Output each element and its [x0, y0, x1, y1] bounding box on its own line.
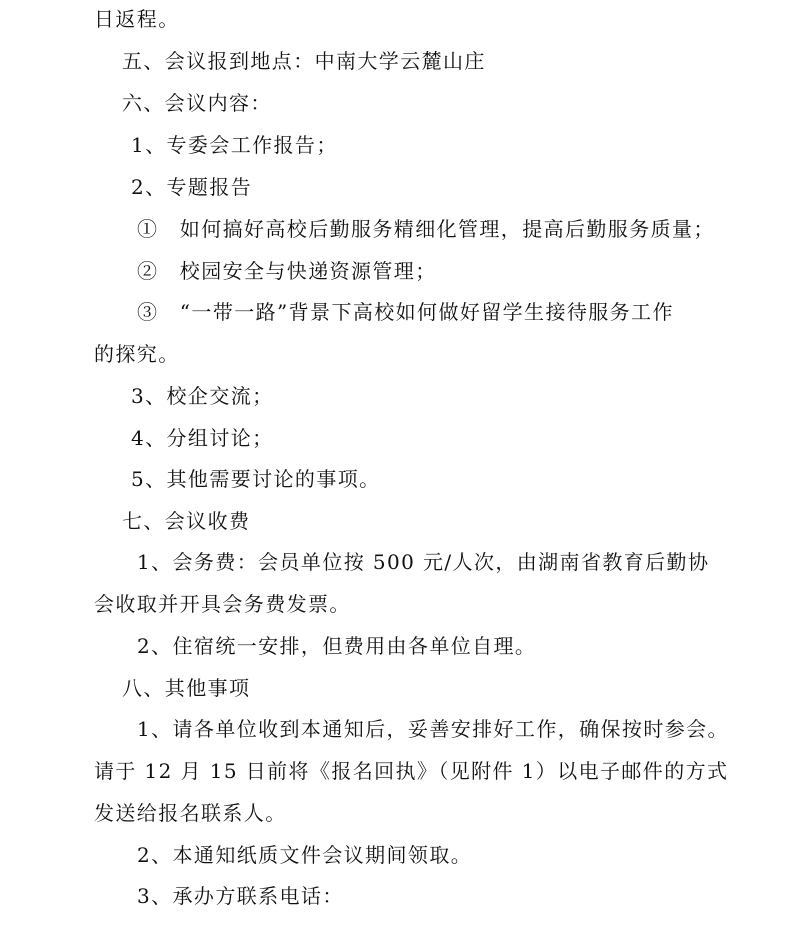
list-item-attendance-notice: 1、请各单位收到本通知后，妥善安排好工作，确保按时参会。 [137, 717, 729, 741]
list-item-paper-documents: 2、本通知纸质文件会议期间领取。 [137, 843, 473, 867]
sub-item-campus-safety: ② 校园安全与快递资源管理； [137, 259, 437, 283]
text-line-fee-invoice: 会收取并开具会务费发票。 [94, 592, 351, 616]
list-item-accommodation: 2、住宿统一安排，但费用由各单位自理。 [137, 634, 537, 658]
list-item-committee-report: 1、专委会工作报告； [131, 133, 338, 157]
text-line-registration-deadline: 请于 12 月 15 日前将《报名回执》（见附件 1）以电子邮件的方式 [94, 759, 729, 783]
list-item-organizer-phone: 3、承办方联系电话： [137, 884, 344, 908]
list-item-special-report: 2、专题报告 [131, 175, 253, 199]
heading-meeting-content: 六、会议内容： [122, 91, 272, 115]
heading-meeting-fees: 七、会议收费 [122, 509, 251, 533]
sub-item-refined-management: ① 如何搞好高校后勤服务精细化管理，提高后勤服务质量； [137, 217, 715, 241]
text-line-continuation-research: 的探究。 [94, 342, 180, 366]
text-line-return-day: 日返程。 [94, 7, 180, 31]
list-item-group-discussion: 4、分组讨论； [131, 426, 274, 450]
text-line-send-contact: 发送给报名联系人。 [94, 801, 287, 825]
list-item-conference-fee: 1、会务费：会员单位按 500 元/人次，由湖南省教育后勤协 [137, 550, 710, 574]
heading-registration-location: 五、会议报到地点：中南大学云麓山庄 [122, 49, 486, 73]
sub-item-belt-and-road: ③ “一带一路”背景下高校如何做好留学生接待服务工作 [137, 300, 674, 324]
list-item-school-enterprise: 3、校企交流； [131, 384, 274, 408]
list-item-other-matters: 5、其他需要讨论的事项。 [131, 467, 381, 491]
heading-other-matters: 八、其他事项 [122, 676, 251, 700]
